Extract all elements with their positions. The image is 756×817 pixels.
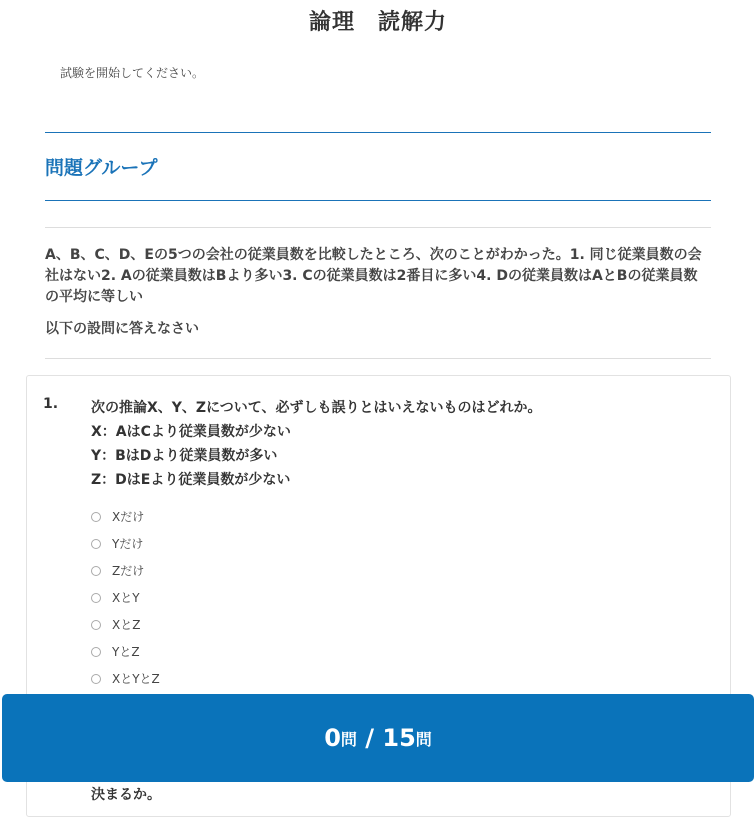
option-label: XとZ [112, 618, 141, 632]
progress-counter [2, 694, 754, 782]
answer-option[interactable] [91, 611, 160, 638]
question-stem: 次の推論X、Y、Zについて、必ずしも誤りとはいえないものはどれか。 [91, 400, 542, 416]
option-label: Zだけ [112, 564, 145, 578]
option-label: Xだけ [112, 510, 145, 524]
question-number: 1. [43, 396, 59, 412]
statement-x: X：AはCより従業員数が少ない [91, 424, 291, 440]
answer-options [91, 503, 160, 692]
total-unit: 問 [415, 729, 432, 749]
option-label: Yだけ [112, 537, 144, 551]
option-label: XとY [112, 591, 140, 605]
statement-y: Y：BはDより従業員数が多い [91, 448, 278, 464]
page-title: 論理 読解力 [308, 10, 447, 35]
next-question-text: 決まるか。 [91, 787, 161, 803]
option-label: XとYとZ [112, 672, 160, 686]
answer-option[interactable] [91, 638, 160, 665]
answer-option[interactable] [91, 530, 160, 557]
radio-button[interactable] [91, 674, 101, 684]
total-count: 15 [382, 724, 416, 752]
radio-button[interactable] [91, 539, 101, 549]
intro-text: 試験を開始してください。 [60, 66, 205, 80]
divider [45, 358, 711, 359]
group-passage: A、B、C、D、Eの5つの会社の従業員数を比較したところ、次のことがわかった。1. 同じ従業員数の会社はない2. Aの従業員数はBより多い3. Cの従業員数は2番目に多い4. Dの従業員数はAとBの従業員数の平均に等しい [45, 247, 702, 305]
answered-count: 0 [324, 724, 341, 752]
radio-button[interactable] [91, 647, 101, 657]
radio-button[interactable] [91, 512, 101, 522]
group-title: 問題グループ [45, 157, 158, 179]
answer-option[interactable] [91, 584, 160, 611]
radio-button[interactable] [91, 620, 101, 630]
question-text [91, 396, 711, 492]
progress-separator: / [356, 724, 383, 752]
option-label: YとZ [112, 645, 140, 659]
answer-option[interactable] [91, 503, 160, 530]
radio-button[interactable] [91, 593, 101, 603]
answered-unit: 問 [340, 729, 357, 749]
group-instruction: 以下の設問に答えなさい [45, 321, 199, 337]
divider [45, 227, 711, 228]
divider [45, 132, 711, 133]
answer-option[interactable] [91, 665, 160, 692]
radio-button[interactable] [91, 566, 101, 576]
statement-z: Z：DはEより従業員数が少ない [91, 472, 291, 488]
divider [45, 200, 711, 201]
answer-option[interactable] [91, 557, 160, 584]
